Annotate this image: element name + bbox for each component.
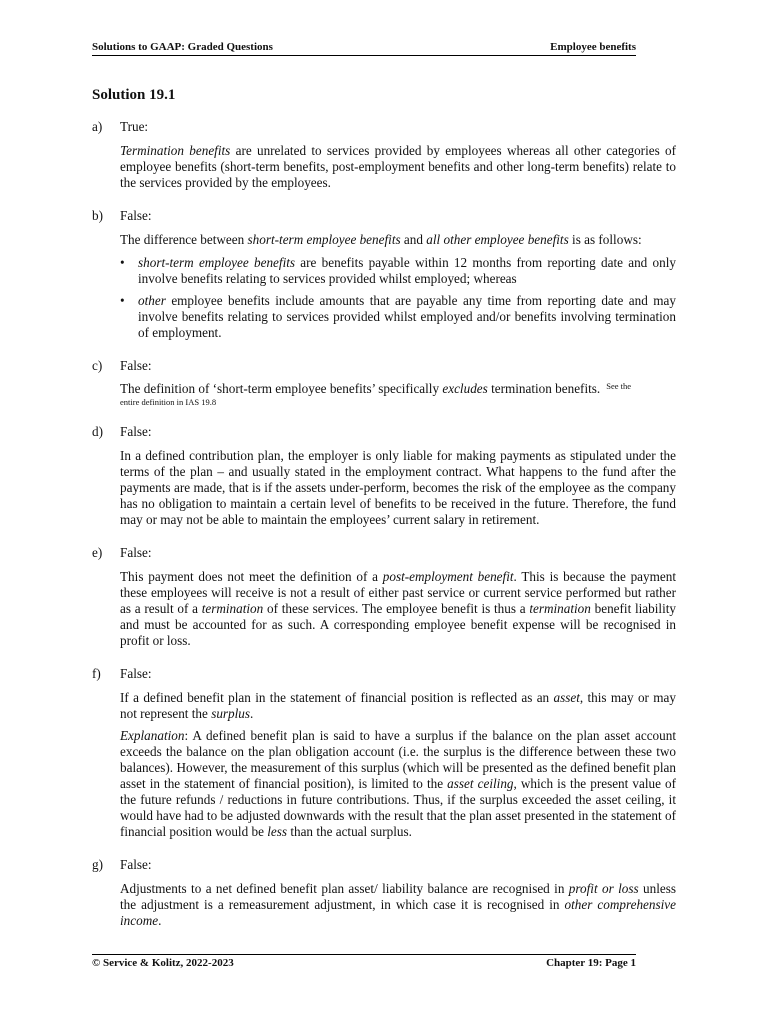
explanation-paragraph: The difference between short-term employee benefits and all other employee benefits is as follows:	[120, 232, 642, 247]
answer-verdict: False:	[120, 545, 152, 560]
answer-c	[92, 358, 676, 407]
answer-a	[92, 119, 676, 191]
list-item: • other employee benefits include amounts that are payable any time from reporting date and may involve benefits relating to services provided whilst employed and/or benefits involving termination of employment.	[120, 293, 676, 341]
answer-f	[92, 666, 676, 840]
explanation-paragraph: If a defined benefit plan in the statement of financial position is reflected as an asset, this may or may not represent the surplus.	[120, 690, 676, 721]
explanation-paragraph: Adjustments to a net defined benefit plan asset/ liability balance are recognised in profit or loss unless the adjustment is a remeasurement adjustment, in which case it is recognised in other comprehensive income.	[120, 881, 676, 928]
reference-note-continued: entire definition in IAS 19.8	[120, 397, 217, 407]
answer-verdict: True:	[120, 119, 149, 134]
item-letter: d)	[92, 424, 103, 439]
page-header	[92, 41, 636, 56]
solution-title: Solution 19.1	[92, 87, 176, 103]
item-letter: c)	[92, 358, 103, 373]
explanation-paragraph: Termination benefits are unrelated to services provided by employees whereas all other categories of employee benefits (short-term benefits, post-employment benefits and other long-term benefits) relate to the services provided by the employees.	[120, 143, 676, 190]
header-chapter-topic: Employee benefits	[550, 41, 636, 53]
item-letter: b)	[92, 208, 103, 223]
answer-verdict: False:	[120, 666, 152, 681]
answer-b	[92, 208, 676, 341]
bullet-list	[120, 255, 676, 341]
footer-page-number: Chapter 19: Page 1	[546, 957, 636, 969]
answer-verdict: False:	[120, 208, 152, 223]
explanation-paragraph: This payment does not meet the definition of a post-employment benefit. This is because the payment these employees will receive is not a result of either past service or current service performed but rather as a result of a termination of these services. The employee benefit is thus a termination benefit liability and must be accounted for as such. A corresponding employee benefit expense will be recognised in profit or loss.	[120, 569, 677, 648]
list-item: • short-term employee benefits are benefits payable within 12 months from reporting date and only involve benefits relating to services provided whilst employed; whereas	[120, 255, 676, 287]
page-footer	[92, 954, 636, 969]
reference-note: See the	[606, 381, 632, 391]
explanation-paragraph: In a defined contribution plan, the employer is only liable for making payments as stipulated under the terms of the plan – and usually stated in the employment contract. What happens to the fund after the payments are made, that is if the assets under-perform, becomes the risk of the employee as the company has no obligation to maintain a certain level of benefits to be received in the future. Therefore, the fund may or may not be able to maintain the employees’ current salary in retirement.	[120, 448, 676, 527]
footer-copyright: © Service & Kolitz, 2022-2023	[92, 957, 234, 969]
answer-d	[92, 424, 676, 528]
answer-verdict: False:	[120, 424, 152, 439]
header-book-title: Solutions to GAAP: Graded Questions	[92, 41, 273, 53]
answer-verdict: False:	[120, 857, 152, 872]
item-letter: e)	[92, 545, 103, 560]
answer-e	[92, 545, 676, 649]
solution-content	[92, 119, 676, 946]
answer-g	[92, 857, 676, 929]
explanation-paragraph: Explanation: A defined benefit plan is said to have a surplus if the balance on the plan asset account exceeds the balance on the plan obligation account (i.e. the surplus is the difference between these two balances). However, the measurement of this surplus (which will be presented as the defined benefit plan asset in the statement of financial position), is limited to the asset ceiling, which is the present value of the future refunds / reductions in future contributions. Thus, if the surplus exceeded the asset ceiling, it would have had to be adjusted downwards with the result that the plan asset presented in the statement of financial position would be less than the actual surplus.	[120, 728, 677, 839]
item-letter: g)	[92, 857, 103, 872]
explanation-paragraph: The definition of ‘short-term employee benefits’ specifically excludes termination benefits. $^{See the}$	[120, 381, 632, 396]
item-letter: f)	[92, 666, 101, 681]
item-letter: a)	[92, 119, 103, 134]
answer-verdict: False:	[120, 358, 152, 373]
